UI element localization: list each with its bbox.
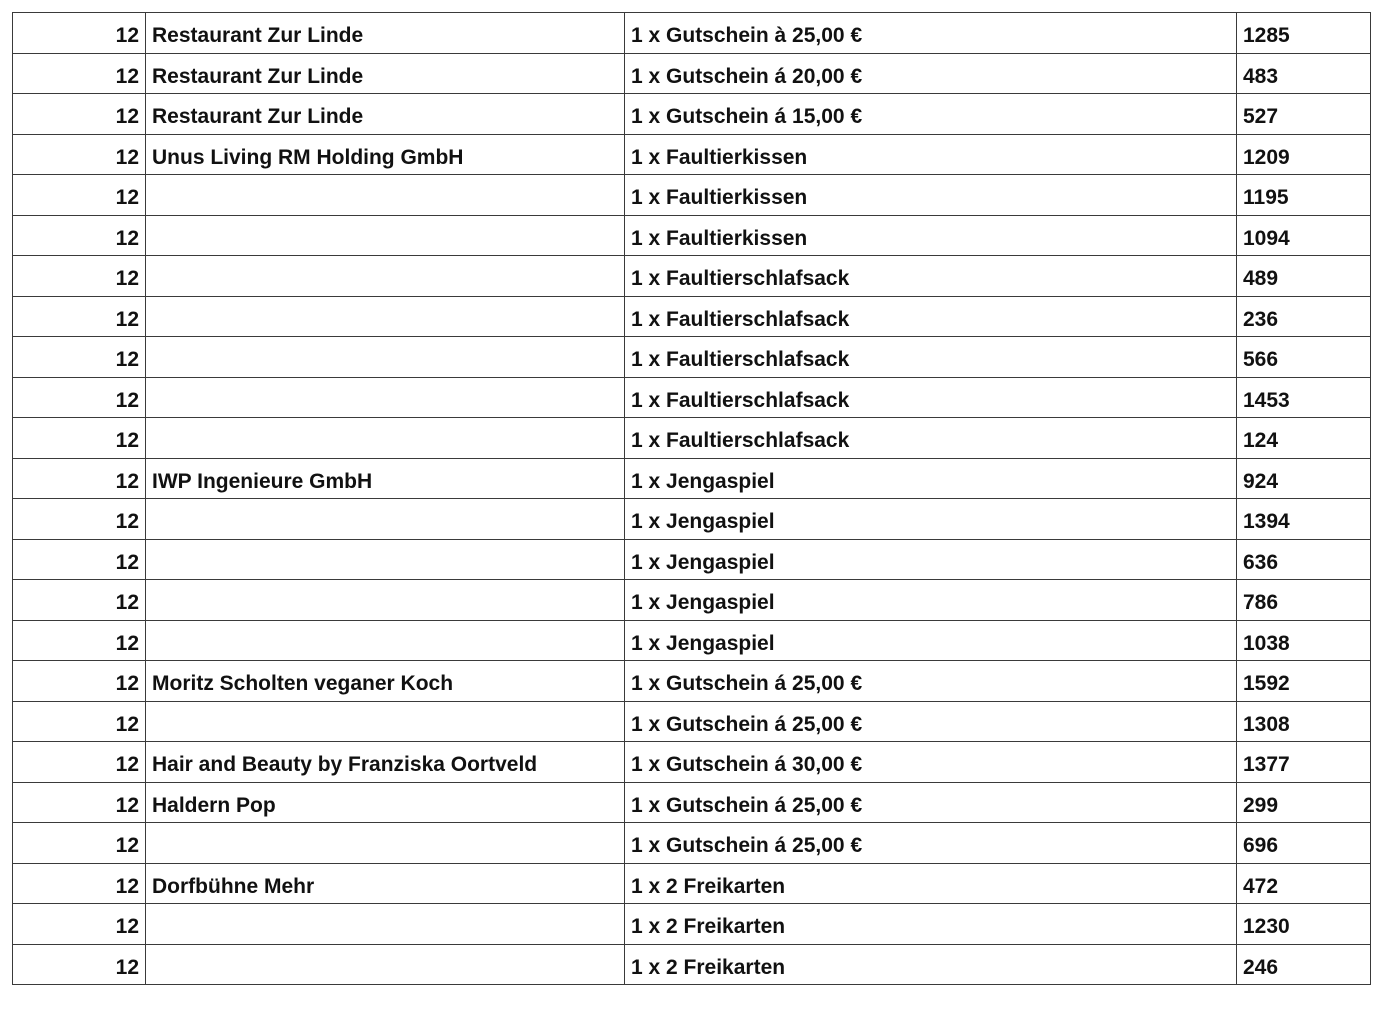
prize-cell: 1 x Jengaspiel	[625, 539, 1237, 580]
prize-table	[12, 12, 1371, 985]
row-number-cell: 12	[13, 580, 146, 621]
prize-cell: 1 x Faultierkissen	[625, 175, 1237, 216]
prize-cell: 1 x Faultierschlafsack	[625, 377, 1237, 418]
lot-number-cell: 1230	[1237, 904, 1371, 945]
row-number-cell: 12	[13, 863, 146, 904]
table-row	[13, 215, 1371, 256]
table-row	[13, 94, 1371, 135]
row-number-cell: 12	[13, 499, 146, 540]
sponsor-cell: Restaurant Zur Linde	[146, 53, 625, 94]
prize-cell: 1 x Faultierschlafsack	[625, 337, 1237, 378]
sponsor-cell	[146, 377, 625, 418]
table-row	[13, 499, 1371, 540]
lot-number-cell: 1209	[1237, 134, 1371, 175]
sponsor-cell	[146, 823, 625, 864]
row-number-cell: 12	[13, 620, 146, 661]
lot-number-cell: 246	[1237, 944, 1371, 985]
sponsor-cell	[146, 175, 625, 216]
lot-number-cell: 566	[1237, 337, 1371, 378]
lot-number-cell: 472	[1237, 863, 1371, 904]
row-number-cell: 12	[13, 458, 146, 499]
table-row	[13, 904, 1371, 945]
prize-cell: 1 x 2 Freikarten	[625, 944, 1237, 985]
row-number-cell: 12	[13, 782, 146, 823]
row-number-cell: 12	[13, 904, 146, 945]
table-row	[13, 256, 1371, 297]
sponsor-cell	[146, 539, 625, 580]
row-number-cell: 12	[13, 661, 146, 702]
prize-cell: 1 x Gutschein á 25,00 €	[625, 823, 1237, 864]
table-row	[13, 134, 1371, 175]
lot-number-cell: 1285	[1237, 13, 1371, 54]
sponsor-cell	[146, 904, 625, 945]
row-number-cell: 12	[13, 13, 146, 54]
prize-cell: 1 x Faultierschlafsack	[625, 256, 1237, 297]
sponsor-cell	[146, 256, 625, 297]
sponsor-cell	[146, 944, 625, 985]
lot-number-cell: 1592	[1237, 661, 1371, 702]
sponsor-cell	[146, 580, 625, 621]
table-row	[13, 377, 1371, 418]
prize-cell: 1 x Faultierkissen	[625, 215, 1237, 256]
sponsor-cell	[146, 337, 625, 378]
sponsor-cell: Unus Living RM Holding GmbH	[146, 134, 625, 175]
lot-number-cell: 299	[1237, 782, 1371, 823]
lot-number-cell: 1195	[1237, 175, 1371, 216]
lot-number-cell: 1377	[1237, 742, 1371, 783]
sponsor-cell: Moritz Scholten veganer Koch	[146, 661, 625, 702]
prize-cell: 1 x Gutschein à 25,00 €	[625, 13, 1237, 54]
row-number-cell: 12	[13, 175, 146, 216]
lot-number-cell: 636	[1237, 539, 1371, 580]
lot-number-cell: 1038	[1237, 620, 1371, 661]
table-row	[13, 701, 1371, 742]
sponsor-cell	[146, 215, 625, 256]
prize-cell: 1 x Faultierschlafsack	[625, 296, 1237, 337]
row-number-cell: 12	[13, 823, 146, 864]
table-row	[13, 782, 1371, 823]
table-row	[13, 863, 1371, 904]
sponsor-cell	[146, 620, 625, 661]
table-row	[13, 539, 1371, 580]
lot-number-cell: 124	[1237, 418, 1371, 459]
row-number-cell: 12	[13, 256, 146, 297]
sponsor-cell: Haldern Pop	[146, 782, 625, 823]
table-row	[13, 944, 1371, 985]
prize-cell: 1 x Gutschein á 25,00 €	[625, 701, 1237, 742]
row-number-cell: 12	[13, 53, 146, 94]
lot-number-cell: 1308	[1237, 701, 1371, 742]
prize-cell: 1 x Jengaspiel	[625, 499, 1237, 540]
sponsor-cell: Restaurant Zur Linde	[146, 94, 625, 135]
prize-cell: 1 x Jengaspiel	[625, 580, 1237, 621]
sponsor-cell	[146, 296, 625, 337]
table-row	[13, 337, 1371, 378]
prize-table-body	[13, 13, 1371, 985]
prize-cell: 1 x Faultierkissen	[625, 134, 1237, 175]
prize-cell: 1 x Gutschein á 20,00 €	[625, 53, 1237, 94]
table-row	[13, 580, 1371, 621]
sponsor-cell: IWP Ingenieure GmbH	[146, 458, 625, 499]
sponsor-cell: Restaurant Zur Linde	[146, 13, 625, 54]
row-number-cell: 12	[13, 418, 146, 459]
lot-number-cell: 696	[1237, 823, 1371, 864]
sponsor-cell	[146, 499, 625, 540]
table-row	[13, 661, 1371, 702]
prize-cell: 1 x Gutschein á 15,00 €	[625, 94, 1237, 135]
table-row	[13, 620, 1371, 661]
sponsor-cell: Dorfbühne Mehr	[146, 863, 625, 904]
row-number-cell: 12	[13, 742, 146, 783]
lot-number-cell: 489	[1237, 256, 1371, 297]
lot-number-cell: 786	[1237, 580, 1371, 621]
lot-number-cell: 483	[1237, 53, 1371, 94]
prize-cell: 1 x Jengaspiel	[625, 620, 1237, 661]
sponsor-cell: Hair and Beauty by Franziska Oortveld	[146, 742, 625, 783]
row-number-cell: 12	[13, 701, 146, 742]
lot-number-cell: 236	[1237, 296, 1371, 337]
prize-cell: 1 x 2 Freikarten	[625, 904, 1237, 945]
row-number-cell: 12	[13, 337, 146, 378]
sponsor-cell	[146, 418, 625, 459]
table-row	[13, 742, 1371, 783]
lot-number-cell: 1453	[1237, 377, 1371, 418]
lot-number-cell: 924	[1237, 458, 1371, 499]
prize-cell: 1 x Faultierschlafsack	[625, 418, 1237, 459]
prize-cell: 1 x Jengaspiel	[625, 458, 1237, 499]
prize-cell: 1 x Gutschein á 30,00 €	[625, 742, 1237, 783]
row-number-cell: 12	[13, 94, 146, 135]
lot-number-cell: 1394	[1237, 499, 1371, 540]
row-number-cell: 12	[13, 539, 146, 580]
row-number-cell: 12	[13, 296, 146, 337]
row-number-cell: 12	[13, 377, 146, 418]
table-row	[13, 296, 1371, 337]
lot-number-cell: 1094	[1237, 215, 1371, 256]
table-row	[13, 13, 1371, 54]
sponsor-cell	[146, 701, 625, 742]
table-row	[13, 823, 1371, 864]
table-row	[13, 458, 1371, 499]
prize-cell: 1 x Gutschein á 25,00 €	[625, 661, 1237, 702]
row-number-cell: 12	[13, 944, 146, 985]
row-number-cell: 12	[13, 215, 146, 256]
prize-cell: 1 x 2 Freikarten	[625, 863, 1237, 904]
row-number-cell: 12	[13, 134, 146, 175]
prize-cell: 1 x Gutschein á 25,00 €	[625, 782, 1237, 823]
table-row	[13, 175, 1371, 216]
table-row	[13, 418, 1371, 459]
lot-number-cell: 527	[1237, 94, 1371, 135]
table-row	[13, 53, 1371, 94]
